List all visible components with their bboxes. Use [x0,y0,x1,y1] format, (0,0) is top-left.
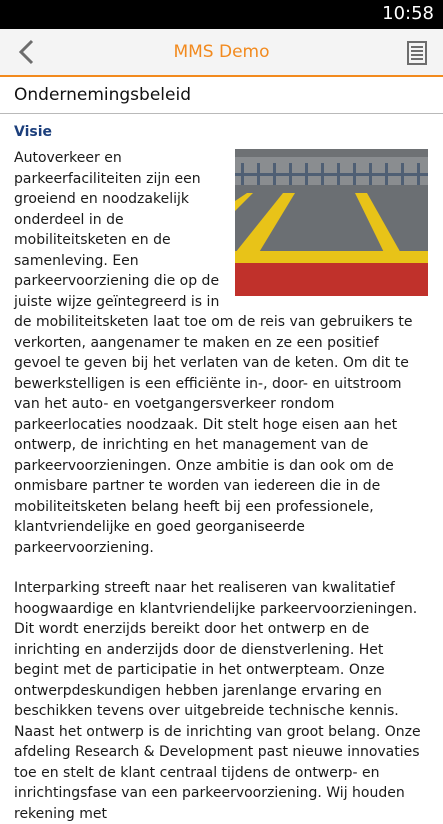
section-heading: Visie [14,124,53,140]
document-list-icon [407,41,427,65]
page-title: Ondernemingsbeleid [14,85,191,105]
article-content[interactable] [14,114,428,822]
status-time: 10:58 [382,3,434,24]
app-title: MMS Demo [173,42,270,62]
paragraph: Interparking streeft naar het realiseren van kwalitatief hoogwaardige en klantvriendelijke parkeervoorzieningen. Dit wordt enerzijds bereikt door het ontwerp en de inrichting en anderzijds door de dienstverlening. Het begint met de participatie in het ontwerpteam. Onze ontwerpdeskundigen hebben jarenlange ervaring en beschikken tevens over uitgebreide technische kennis. Naast het ontwerp is de inrichting van groot belang. Onze afdeling Research & Development past nieuwe innovaties toe en stelt de klant centraal tijdens de ontwerp- en inrichtingsfase van een parkeervoorziening. Wij houden rekening met [14,580,421,822]
app-bar [0,29,443,77]
menu-button[interactable] [407,41,427,65]
parking-garage-photo [235,149,428,296]
status-bar [0,0,443,29]
paragraph: Autoverkeer en parkeerfaciliteiten zijn een groeiend en noodzakelijk onderdeel in de mobiliteitsketen en de samenleving. Een parkeervoorziening die op de juiste wijze geïntegreerd is in de mobiliteitsketen laat toe om de reis van gebruikers te verkorten, aangenamer te maken en ze een positief gevoel te geven bij het verlaten van de keten. Om dit te bewerkstelligen is een efficiënte in-, door- en uitstroom van het auto- en voetgangersverkeer rondom parkeerlocaties noodzaak. Dit stelt hoge eisen aan het ontwerp, de inrichting en het management van de parkeervoorzieningen. Onze ambitie is dan ook om de onmisbare partner te worden van iedereen die in de mobiliteitsketen belang heeft bij een professionele, klantvriendelijke en goed georganiseerde parkeervoorziening. [14,150,413,556]
page-header [0,77,443,114]
